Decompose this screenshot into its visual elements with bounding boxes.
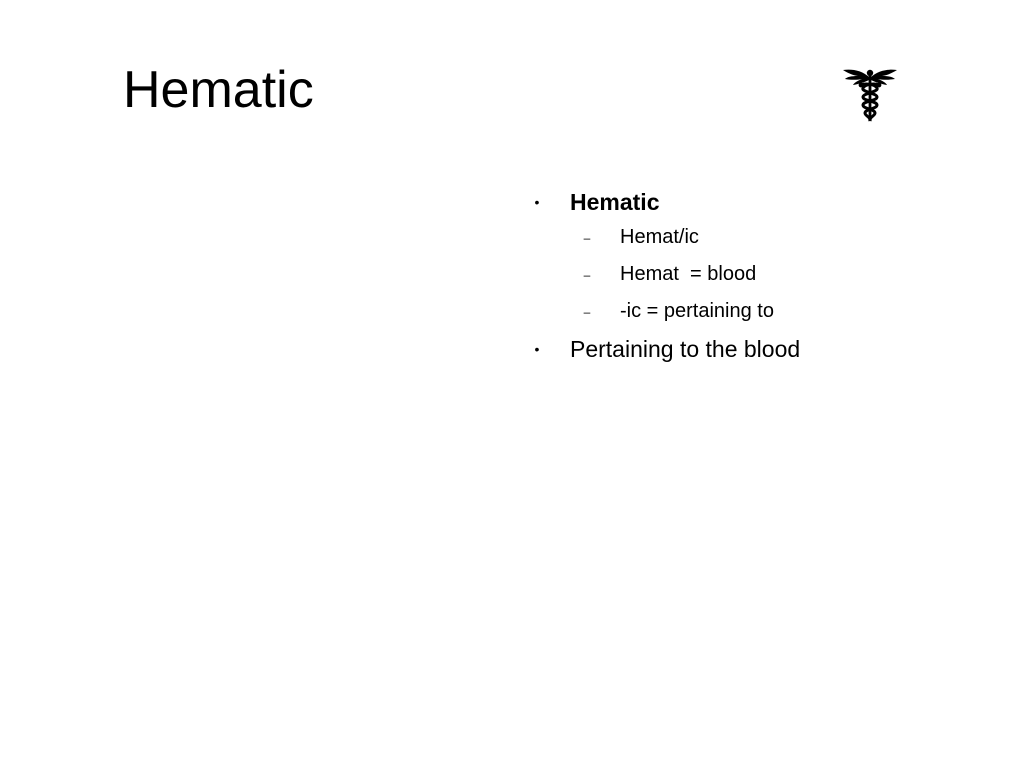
caduceus-icon xyxy=(840,64,900,124)
sub-bullet-text: -ic = pertaining to xyxy=(620,300,774,322)
bullet-marker: • xyxy=(534,194,540,210)
bullet-item xyxy=(530,186,990,326)
sub-bullet-item xyxy=(570,222,990,252)
slide-title: Hematic xyxy=(123,61,314,119)
sub-bullet-marker: – xyxy=(583,231,591,245)
sub-bullet-marker: – xyxy=(583,305,591,319)
sub-bullet-text: Hemat = blood xyxy=(620,263,757,285)
bullet-item xyxy=(530,333,990,365)
bullet-list xyxy=(530,186,990,369)
sub-bullet-item xyxy=(570,259,990,289)
sub-bullet-item xyxy=(570,296,990,326)
sub-bullet-list xyxy=(570,222,990,326)
bullet-marker: • xyxy=(534,341,540,357)
bullet-text: Pertaining to the blood xyxy=(570,336,801,362)
sub-bullet-text: Hemat/ic xyxy=(620,226,699,248)
bullet-text: Hematic xyxy=(570,189,660,215)
sub-bullet-marker: – xyxy=(583,268,591,282)
